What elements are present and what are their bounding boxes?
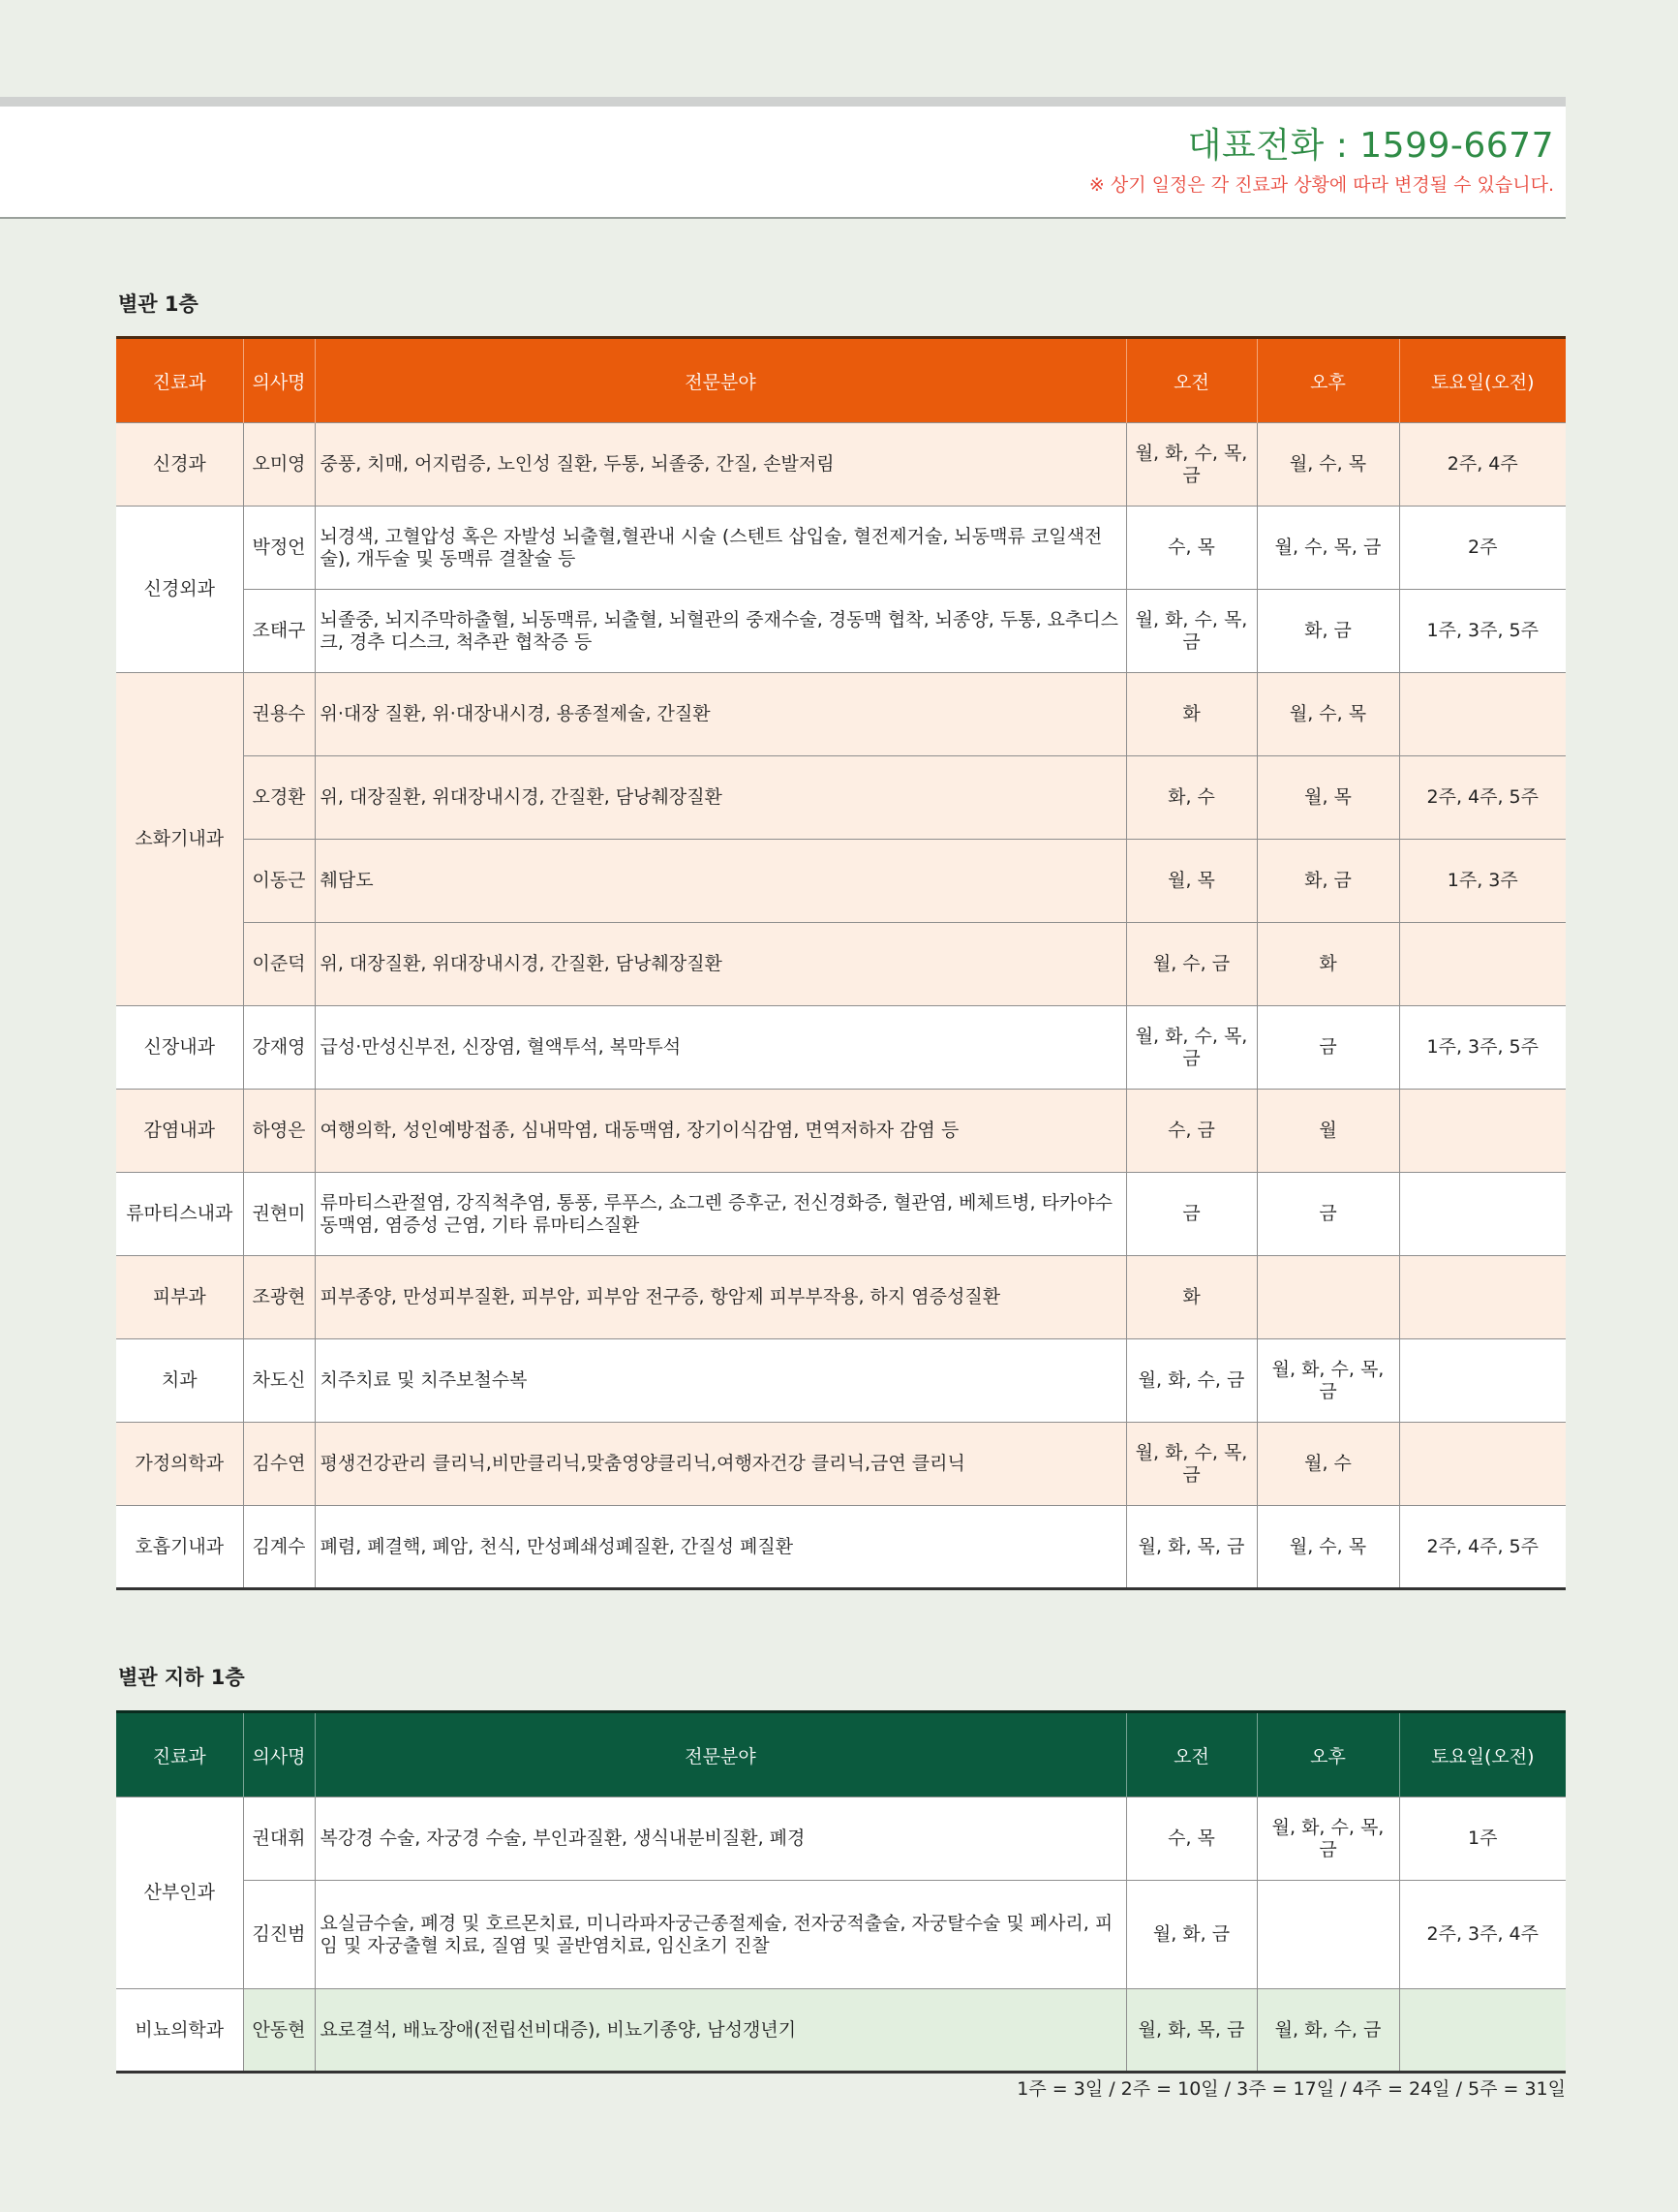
morning-cell: 월, 화, 수, 목, 금 (1126, 1006, 1257, 1090)
morning-cell: 월, 화, 목, 금 (1126, 1506, 1257, 1589)
afternoon-cell: 금 (1257, 1006, 1399, 1090)
table-header-row (116, 1712, 1566, 1797)
table-row (116, 756, 1566, 840)
specialty-cell: 요로결석, 배뇨장애(전립선비대증), 비뇨기종양, 남성갱년기 (315, 1989, 1126, 2073)
doctor-name-cell: 강재영 (243, 1006, 315, 1090)
doctor-name-cell: 조광현 (243, 1256, 315, 1339)
specialty-cell: 뇌경색, 고혈압성 혹은 자발성 뇌출혈,혈관내 시술 (스텐트 삽입술, 혈전제거술, 뇌동맥류 코일색전술), 개두술 및 동맥류 결찰술 등 (315, 507, 1126, 590)
table-row (116, 1090, 1566, 1173)
col-header-department: 진료과 (116, 1712, 243, 1797)
doctor-name-cell: 김진범 (243, 1881, 315, 1989)
morning-cell: 수, 목 (1126, 1797, 1257, 1881)
saturday-cell (1399, 1423, 1566, 1506)
table-row (116, 1797, 1566, 1881)
afternoon-cell: 월, 수, 목 (1257, 423, 1399, 507)
morning-cell: 수, 목 (1126, 507, 1257, 590)
specialty-cell: 치주치료 및 치주보철수복 (315, 1339, 1126, 1423)
table-row (116, 1423, 1566, 1506)
header-panel (0, 107, 1566, 219)
saturday-cell: 2주, 4주, 5주 (1399, 1506, 1566, 1589)
table-row (116, 840, 1566, 923)
table-row (116, 923, 1566, 1006)
table-row (116, 673, 1566, 756)
doctor-name-cell: 김계수 (243, 1506, 315, 1589)
doctor-name-cell: 조태구 (243, 590, 315, 673)
col-header-saturday: 토요일(오전) (1399, 1712, 1566, 1797)
doctor-name-cell: 권현미 (243, 1173, 315, 1256)
specialty-cell: 중풍, 치매, 어지럼증, 노인성 질환, 두통, 뇌졸중, 간질, 손발저림 (315, 423, 1126, 507)
doctor-name-cell: 이준덕 (243, 923, 315, 1006)
schedule-table-annex-b1 (116, 1710, 1566, 2074)
specialty-cell: 류마티스관절염, 강직척추염, 통풍, 루푸스, 쇼그렌 증후군, 전신경화증, 혈관염, 베체트병, 타카야수 동맥염, 염증성 근염, 기타 류마티스질환 (315, 1173, 1126, 1256)
specialty-cell: 위·대장 질환, 위·대장내시경, 용종절제술, 간질환 (315, 673, 1126, 756)
morning-cell: 월, 화, 금 (1126, 1881, 1257, 1989)
afternoon-cell (1257, 1881, 1399, 1989)
morning-cell: 월, 화, 수, 금 (1126, 1339, 1257, 1423)
department-cell: 신경외과 (116, 507, 243, 673)
afternoon-cell: 월, 화, 수, 목, 금 (1257, 1797, 1399, 1881)
morning-cell: 월, 수, 금 (1126, 923, 1257, 1006)
afternoon-cell (1257, 1256, 1399, 1339)
morning-cell: 월, 화, 수, 목, 금 (1126, 590, 1257, 673)
col-header-afternoon: 오후 (1257, 338, 1399, 423)
col-header-afternoon: 오후 (1257, 1712, 1399, 1797)
table-row (116, 1256, 1566, 1339)
saturday-cell (1399, 923, 1566, 1006)
department-cell: 류마티스내과 (116, 1173, 243, 1256)
morning-cell: 화, 수 (1126, 756, 1257, 840)
saturday-cell (1399, 1090, 1566, 1173)
specialty-cell: 요실금수술, 폐경 및 호르몬치료, 미니라파자궁근종절제술, 전자궁적출술, 자궁탈수술 및 페사리, 피임 및 자궁출혈 치료, 질염 및 골반염치료, 임신초기 진찰 (315, 1881, 1126, 1989)
col-header-doctor: 의사명 (243, 1712, 315, 1797)
saturday-cell: 2주, 4주 (1399, 423, 1566, 507)
col-header-saturday: 토요일(오전) (1399, 338, 1566, 423)
afternoon-cell: 월, 목 (1257, 756, 1399, 840)
saturday-cell: 2주 (1399, 507, 1566, 590)
schedule-change-notice: ※ 상기 일정은 각 진료과 상황에 따라 변경될 수 있습니다. (1088, 174, 1554, 196)
table-row (116, 1339, 1566, 1423)
department-cell: 비뇨의학과 (116, 1989, 243, 2073)
afternoon-cell: 월, 수, 목, 금 (1257, 507, 1399, 590)
table-row (116, 1881, 1566, 1989)
doctor-name-cell: 김수연 (243, 1423, 315, 1506)
morning-cell: 금 (1126, 1173, 1257, 1256)
afternoon-cell: 월, 화, 수, 목, 금 (1257, 1339, 1399, 1423)
morning-cell: 월, 화, 수, 목, 금 (1126, 423, 1257, 507)
col-header-doctor: 의사명 (243, 338, 315, 423)
afternoon-cell: 화, 금 (1257, 840, 1399, 923)
table-header-row (116, 338, 1566, 423)
afternoon-cell: 화 (1257, 923, 1399, 1006)
saturday-cell (1399, 673, 1566, 756)
afternoon-cell: 월, 수 (1257, 1423, 1399, 1506)
specialty-cell: 복강경 수술, 자궁경 수술, 부인과질환, 생식내분비질환, 폐경 (315, 1797, 1126, 1881)
morning-cell: 화 (1126, 1256, 1257, 1339)
col-header-morning: 오전 (1126, 1712, 1257, 1797)
saturday-cell: 2주, 4주, 5주 (1399, 756, 1566, 840)
department-cell: 산부인과 (116, 1797, 243, 1989)
department-cell: 신경과 (116, 423, 243, 507)
specialty-cell: 폐렴, 폐결핵, 폐암, 천식, 만성폐쇄성폐질환, 간질성 폐질환 (315, 1506, 1126, 1589)
main-phone-number: 대표전화 : 1599-6677 (1187, 126, 1554, 166)
table-row (116, 590, 1566, 673)
saturday-cell: 1주, 3주, 5주 (1399, 1006, 1566, 1090)
department-cell: 피부과 (116, 1256, 243, 1339)
doctor-name-cell: 이동근 (243, 840, 315, 923)
table-row (116, 1506, 1566, 1589)
table-row (116, 1006, 1566, 1090)
saturday-cell: 2주, 3주, 4주 (1399, 1881, 1566, 1989)
department-cell: 치과 (116, 1339, 243, 1423)
saturday-cell: 1주 (1399, 1797, 1566, 1881)
afternoon-cell: 화, 금 (1257, 590, 1399, 673)
department-cell: 호흡기내과 (116, 1506, 243, 1589)
specialty-cell: 급성·만성신부전, 신장염, 혈액투석, 복막투석 (315, 1006, 1126, 1090)
saturday-cell (1399, 1173, 1566, 1256)
schedule-table-annex-1f (116, 336, 1566, 1590)
week-date-footnote: 1주 = 3일 / 2주 = 10일 / 3주 = 17일 / 4주 = 24일 / 5주 = 31일 (1017, 2078, 1566, 2100)
afternoon-cell: 월, 화, 수, 금 (1257, 1989, 1399, 2073)
morning-cell: 월, 목 (1126, 840, 1257, 923)
saturday-cell (1399, 1339, 1566, 1423)
morning-cell: 월, 화, 목, 금 (1126, 1989, 1257, 2073)
afternoon-cell: 금 (1257, 1173, 1399, 1256)
specialty-cell: 피부종양, 만성피부질환, 피부암, 피부암 전구증, 항암제 피부부작용, 하지 염증성질환 (315, 1256, 1126, 1339)
afternoon-cell: 월, 수, 목 (1257, 673, 1399, 756)
department-cell: 감염내과 (116, 1090, 243, 1173)
afternoon-cell: 월 (1257, 1090, 1399, 1173)
section-title-annex-1f: 별관 1층 (118, 292, 198, 316)
department-cell: 소화기내과 (116, 673, 243, 1006)
specialty-cell: 평생건강관리 클리닉,비만클리닉,맞춤영양클리닉,여행자건강 클리닉,금연 클리닉 (315, 1423, 1126, 1506)
doctor-name-cell: 오미영 (243, 423, 315, 507)
specialty-cell: 위, 대장질환, 위대장내시경, 간질환, 담낭췌장질환 (315, 923, 1126, 1006)
specialty-cell: 여행의학, 성인예방접종, 심내막염, 대동맥염, 장기이식감염, 면역저하자 감염 등 (315, 1090, 1126, 1173)
top-divider-bar (0, 97, 1566, 107)
saturday-cell (1399, 1989, 1566, 2073)
col-header-department: 진료과 (116, 338, 243, 423)
morning-cell: 수, 금 (1126, 1090, 1257, 1173)
col-header-morning: 오전 (1126, 338, 1257, 423)
doctor-name-cell: 안동현 (243, 1989, 315, 2073)
doctor-name-cell: 박정언 (243, 507, 315, 590)
doctor-name-cell: 하영은 (243, 1090, 315, 1173)
col-header-specialty: 전문분야 (315, 338, 1126, 423)
saturday-cell: 1주, 3주, 5주 (1399, 590, 1566, 673)
saturday-cell: 1주, 3주 (1399, 840, 1566, 923)
specialty-cell: 췌담도 (315, 840, 1126, 923)
table-row (116, 507, 1566, 590)
saturday-cell (1399, 1256, 1566, 1339)
afternoon-cell: 월, 수, 목 (1257, 1506, 1399, 1589)
col-header-specialty: 전문분야 (315, 1712, 1126, 1797)
specialty-cell: 뇌졸중, 뇌지주막하출혈, 뇌동맥류, 뇌출혈, 뇌혈관의 중재수술, 경동맥 협착, 뇌종양, 두통, 요추디스크, 경추 디스크, 척추관 협착증 등 (315, 590, 1126, 673)
doctor-name-cell: 권용수 (243, 673, 315, 756)
morning-cell: 월, 화, 수, 목, 금 (1126, 1423, 1257, 1506)
table-row (116, 1173, 1566, 1256)
table-row (116, 423, 1566, 507)
morning-cell: 화 (1126, 673, 1257, 756)
doctor-name-cell: 권대휘 (243, 1797, 315, 1881)
doctor-name-cell: 오경환 (243, 756, 315, 840)
department-cell: 가정의학과 (116, 1423, 243, 1506)
section-title-annex-b1: 별관 지하 1층 (118, 1666, 245, 1689)
specialty-cell: 위, 대장질환, 위대장내시경, 간질환, 담낭췌장질환 (315, 756, 1126, 840)
department-cell: 신장내과 (116, 1006, 243, 1090)
table-row (116, 1989, 1566, 2073)
doctor-name-cell: 차도신 (243, 1339, 315, 1423)
